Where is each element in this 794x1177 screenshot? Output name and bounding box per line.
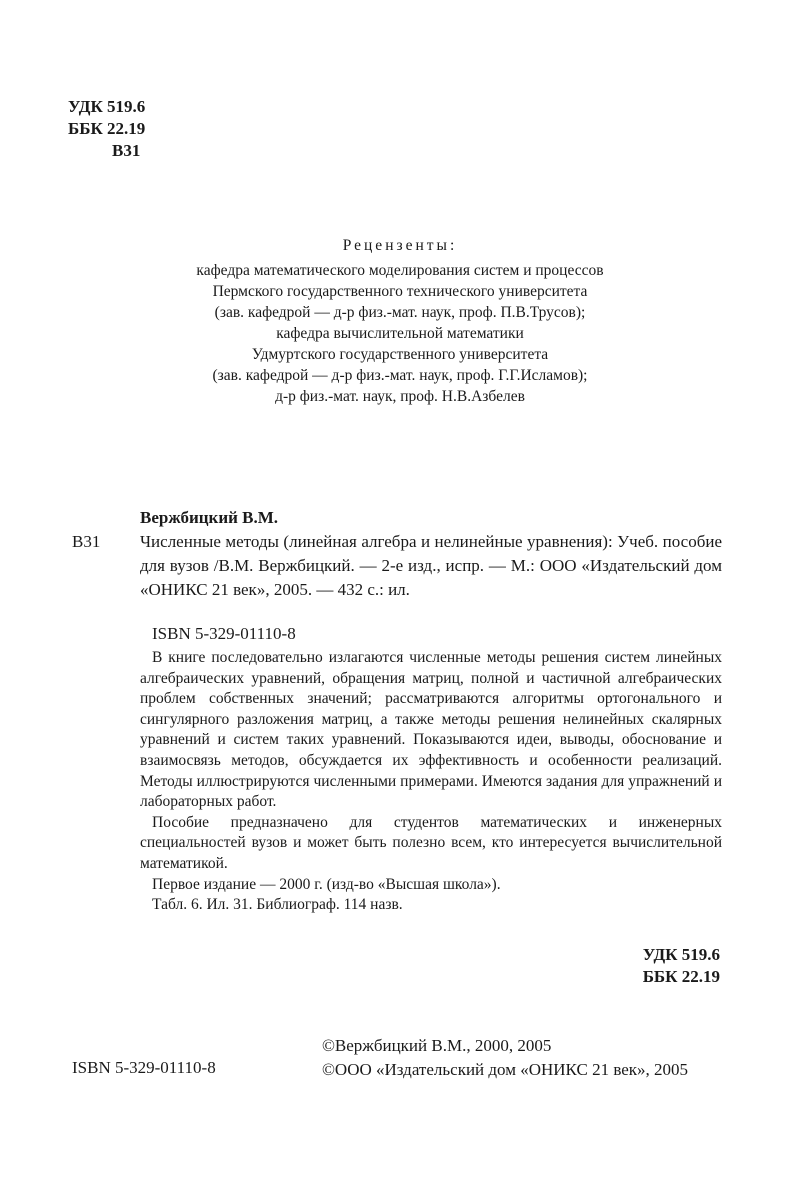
copyright-block [322,1034,688,1082]
reviewer-line: Удмуртского государственного университета [251,346,549,363]
classification-codes-top [68,96,145,162]
classification-codes-bottom [560,944,720,988]
reviewer-line: (зав. кафедрой — д-р физ.-мат. наук, проф. Г.Г.Исламов); [212,367,588,384]
udk-code: УДК 519.6 [642,945,720,964]
copyright-author: ©Вержбицкий В.М., 2000, 2005 [322,1036,552,1055]
stats-note: Табл. 6. Ил. 31. Библиограф. 114 назв. [152,896,403,914]
author-code: В31 [112,141,141,160]
udk-code: УДК 519.6 [68,97,146,116]
reviewer-line: кафедра вычислительной математики [276,325,524,342]
first-edition-note: Первое издание — 2000 г. (изд-во «Высшая школа»). [152,875,501,893]
annotation-paragraph: Пособие предназначено для студентов математических и инженерных специальностей вузов и может быть полезно всем, кто интересуется вычислительной математикой. [140,813,722,872]
isbn-bottom: ISBN 5-329-01110-8 [72,1058,216,1077]
reviewer-line: д-р физ.-мат. наук, проф. Н.В.Азбелев [275,388,525,405]
reviewers-heading: Рецензенты: [342,237,458,254]
reviewer-line: кафедра математического моделирования систем и процессов [196,262,604,279]
annotation-paragraph: В книге последовательно излагаются численные методы решения систем линейных алгебраических уравнений, обращения матриц, полной и частичной алгебраических проблем собственных значений; рассматриваются алгоритмы ортогонального и сингулярного разложения матриц, а также методы решения нелинейных скалярных уравнений и систем таких уравнений. Показываются идеи, выводы, обоснование и взаимосвязь методов, обсуждается их эффективность и особенности реализаций. Методы иллюстрируются численными примерами. Имеются задания для упражнений и лабораторных работ. [140,649,722,811]
copyright-publisher: ©ООО «Издательский дом «ОНИКС 21 век», 2005 [322,1060,689,1079]
bbk-code: ББК 22.19 [68,119,146,138]
bbk-code: ББК 22.19 [642,967,720,986]
reviewers-block [100,236,700,407]
entry-isbn: ISBN 5-329-01110-8 [152,624,296,643]
annotation [140,648,722,916]
bibliographic-description: Численные методы (линейная алгебра и нелинейные уравнения): Учеб. пособие для вузов /В.М. Вержбицкий. — 2-е изд., испр. — М.: ООО «Издательский дом «ОНИКС 21 век», 2005. — 432 с.: ил. [140,532,722,599]
entry-code: В31 [72,532,101,551]
entry-author: Вержбицкий В.М. [140,508,279,527]
reviewer-line: Пермского государственного технического университета [212,283,588,300]
reviewer-line: (зав. кафедрой — д-р физ.-мат. наук, проф. П.В.Трусов); [214,304,586,321]
